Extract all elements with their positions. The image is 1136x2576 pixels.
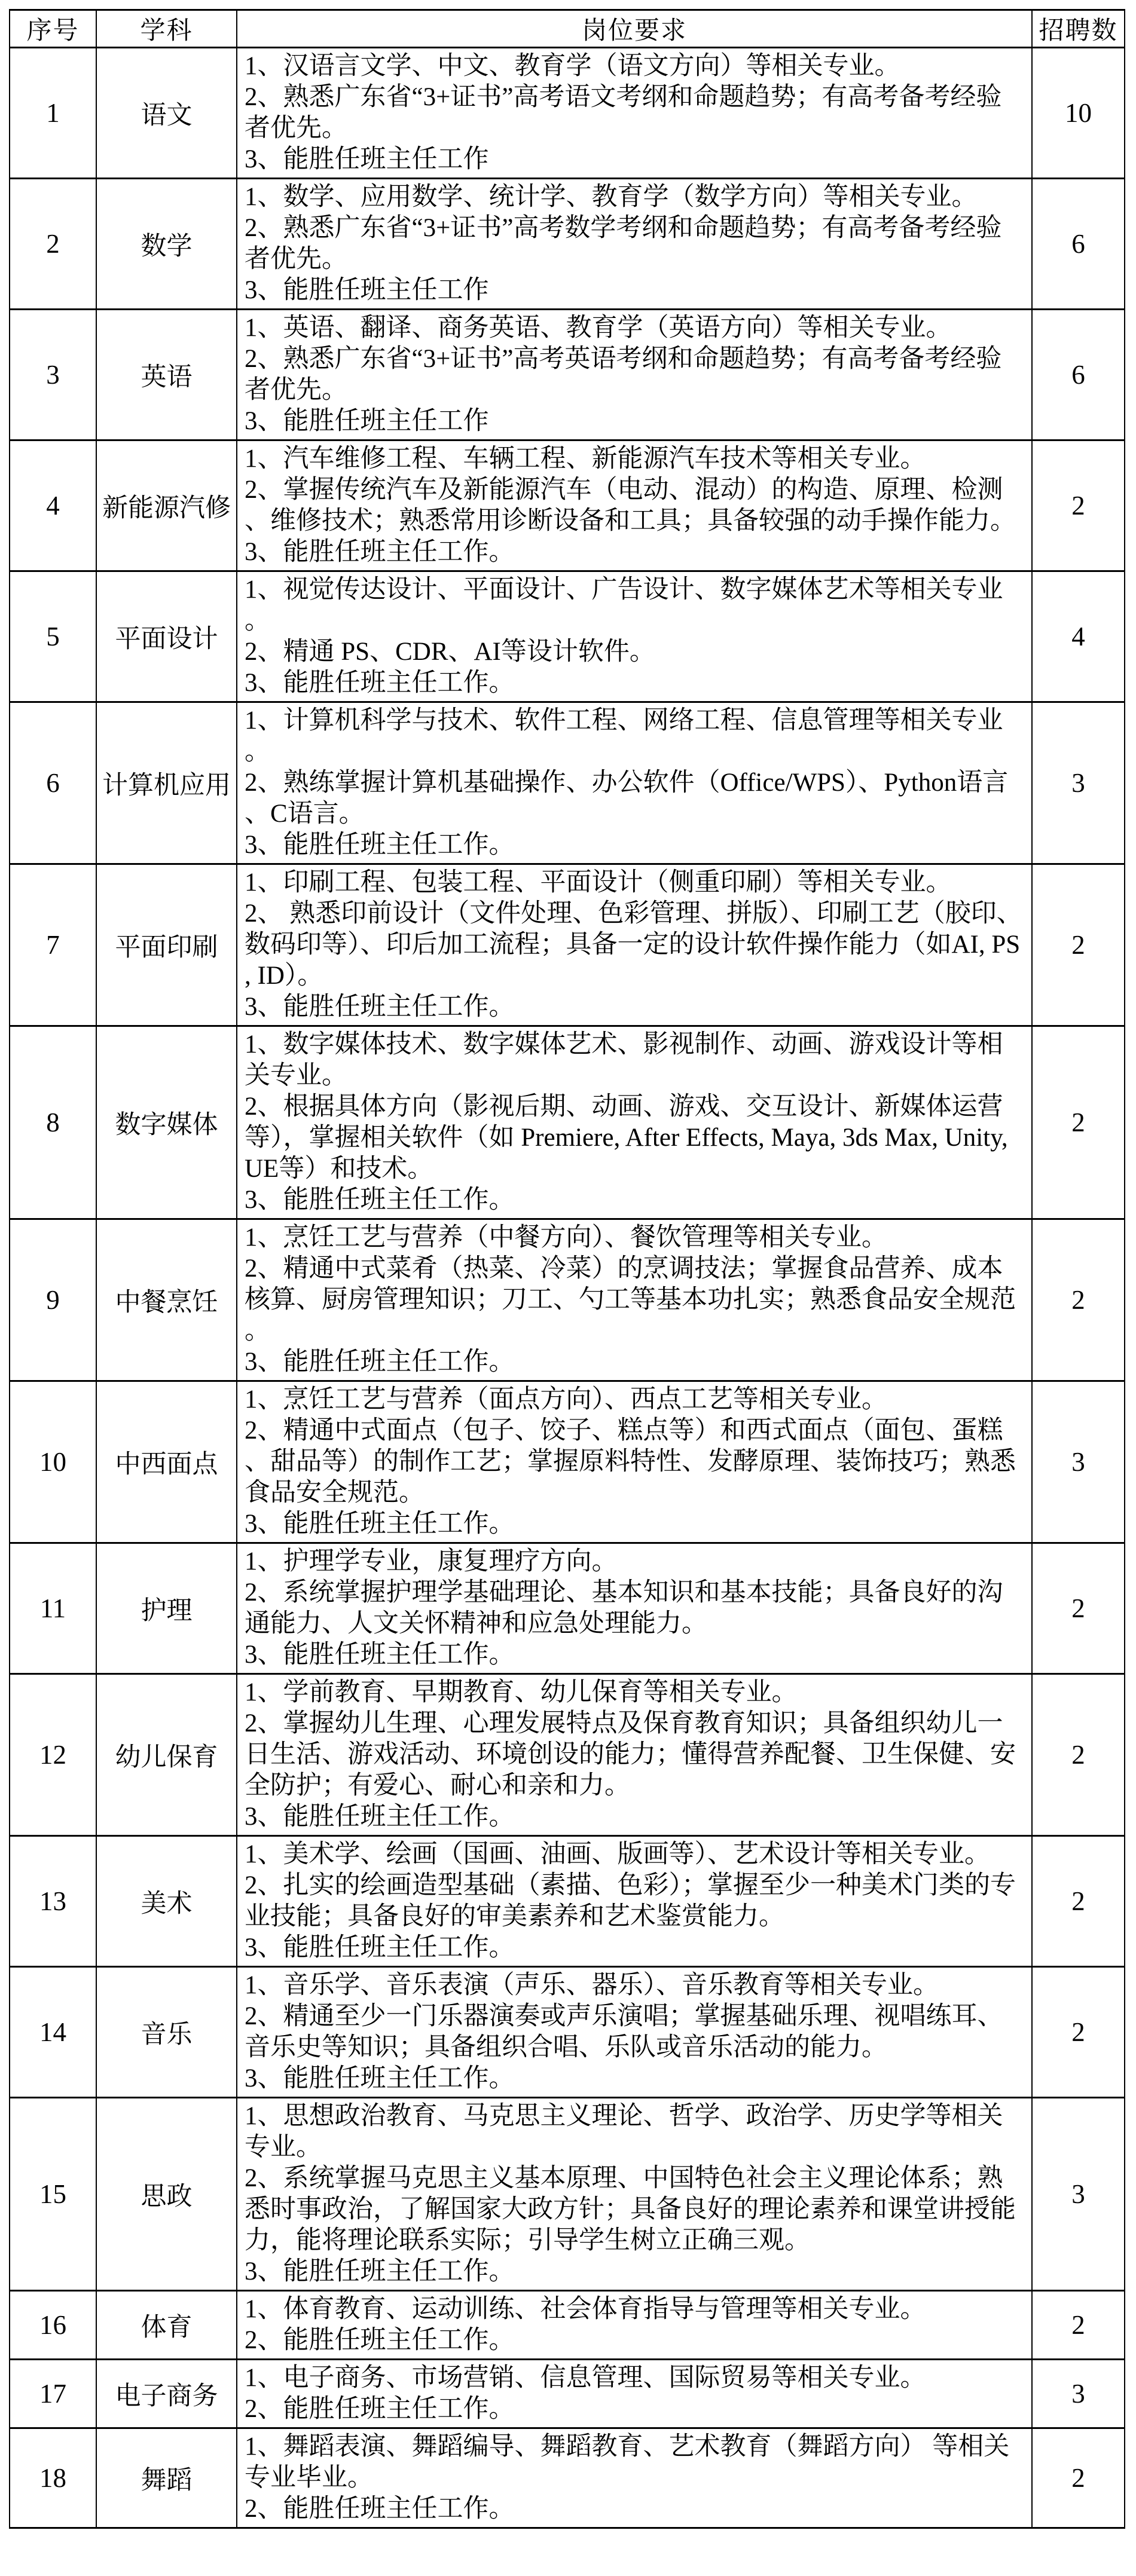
cell-index: 10 <box>10 1381 96 1543</box>
cell-index: 5 <box>10 571 96 702</box>
cell-subject: 数字媒体 <box>96 1026 237 1219</box>
header-row <box>10 10 1125 48</box>
cell-count: 10 <box>1032 48 1125 179</box>
requirement-item: 2、熟练掌握计算机基础操作、办公软件（Office/WPS）、Python语言、C语言。 <box>245 769 1009 828</box>
requirement-item: 2、熟悉广东省“3+证书”高考英语考纲和命题趋势；有高考备考经验者优先。 <box>245 345 1002 404</box>
cell-index: 14 <box>10 1967 96 2098</box>
requirement-item: 2、能胜任班主任工作。 <box>245 2326 515 2354</box>
table-row <box>10 1674 1125 1836</box>
cell-index: 12 <box>10 1674 96 1836</box>
cell-subject: 计算机应用 <box>96 702 237 864</box>
requirement-item: 1、汽车维修工程、车辆工程、新能源汽车技术等相关专业。 <box>245 445 926 473</box>
cell-subject: 音乐 <box>96 1967 237 2098</box>
cell-index: 7 <box>10 864 96 1026</box>
cell-count: 2 <box>1032 1219 1125 1381</box>
requirement-item: 2、精通至少一门乐器演奏或声乐演唱；掌握基础乐理、视唱练耳、音乐史等知识；具备组织合唱、乐队或音乐活动的能力。 <box>245 2002 1003 2061</box>
requirement-item: 1、烹饪工艺与营养（中餐方向）、餐饮管理等相关专业。 <box>245 1223 887 1252</box>
cell-requirements <box>237 1381 1032 1543</box>
cell-index: 11 <box>10 1543 96 1674</box>
requirement-item: 3、能胜任班主任工作。 <box>245 2064 515 2092</box>
cell-index: 16 <box>10 2291 96 2360</box>
cell-requirements <box>237 1967 1032 2098</box>
requirement-item: 3、能胜任班主任工作。 <box>245 1803 515 1831</box>
requirement-item: 3、能胜任班主任工作。 <box>245 1510 515 1538</box>
cell-requirements <box>237 2360 1032 2428</box>
requirement-item: 1、电子商务、市场营销、信息管理、国际贸易等相关专业。 <box>245 2364 926 2392</box>
requirement-item: 1、护理学专业，康复理疗方向。 <box>245 1547 618 1575</box>
cell-count: 2 <box>1032 1674 1125 1836</box>
requirement-item: 1、数字媒体技术、数字媒体艺术、影视制作、动画、游戏设计等相关专业。 <box>245 1030 1003 1090</box>
cell-requirements <box>237 1543 1032 1674</box>
cell-subject: 新能源汽修 <box>96 440 237 571</box>
requirement-item: 1、体育教育、运动训练、社会体育指导与管理等相关专业。 <box>245 2295 926 2323</box>
cell-index: 17 <box>10 2360 96 2428</box>
cell-count: 2 <box>1032 440 1125 571</box>
cell-count: 2 <box>1032 864 1125 1026</box>
cell-index: 3 <box>10 310 96 440</box>
requirement-item: 3、能胜任班主任工作 <box>245 145 489 173</box>
col-header-count: 招聘数 <box>1032 10 1125 48</box>
requirement-item: 2、熟悉广东省“3+证书”高考数学考纲和命题趋势；有高考备考经验者优先。 <box>245 214 1002 273</box>
requirement-item: 3、能胜任班主任工作。 <box>245 1186 515 1214</box>
table-row <box>10 179 1125 310</box>
cell-requirements <box>237 179 1032 310</box>
cell-count: 2 <box>1032 2291 1125 2360</box>
cell-subject: 舞蹈 <box>96 2428 237 2528</box>
cell-requirements <box>237 2098 1032 2291</box>
cell-count: 2 <box>1032 2428 1125 2528</box>
requirement-item: 1、视觉传达设计、平面设计、广告设计、数字媒体艺术等相关专业。 <box>245 576 1003 635</box>
requirement-item: 1、烹饪工艺与营养（面点方向）、西点工艺等相关专业。 <box>245 1385 887 1414</box>
cell-requirements <box>237 48 1032 179</box>
table-row <box>10 702 1125 864</box>
requirement-item: 3、能胜任班主任工作。 <box>245 1641 515 1669</box>
table-row <box>10 1219 1125 1381</box>
requirement-item: 1、计算机科学与技术、软件工程、网络工程、信息管理等相关专业。 <box>245 706 1003 766</box>
table-row <box>10 2291 1125 2360</box>
cell-requirements <box>237 2291 1032 2360</box>
table-row <box>10 2098 1125 2291</box>
requirement-item: 2、精通 PS、CDR、AI等设计软件。 <box>245 638 655 666</box>
cell-requirements <box>237 2428 1032 2528</box>
cell-index: 15 <box>10 2098 96 2291</box>
cell-index: 13 <box>10 1836 96 1967</box>
cell-subject: 思政 <box>96 2098 237 2291</box>
table-row <box>10 864 1125 1026</box>
cell-count: 2 <box>1032 1967 1125 2098</box>
cell-subject: 数学 <box>96 179 237 310</box>
cell-index: 1 <box>10 48 96 179</box>
requirement-item: 3、能胜任班主任工作。 <box>245 831 515 859</box>
table-row <box>10 1026 1125 1219</box>
cell-count: 2 <box>1032 1836 1125 1967</box>
requirement-item: 3、能胜任班主任工作 <box>245 407 489 435</box>
cell-count: 2 <box>1032 1026 1125 1219</box>
requirement-item: 2、能胜任班主任工作。 <box>245 2395 515 2423</box>
table-row <box>10 48 1125 179</box>
col-header-requirements: 岗位要求 <box>237 10 1032 48</box>
cell-count: 6 <box>1032 310 1125 440</box>
requirement-item: 1、英语、翻译、商务英语、教育学（英语方向）等相关专业。 <box>245 314 952 342</box>
cell-subject: 美术 <box>96 1836 237 1967</box>
cell-requirements <box>237 1674 1032 1836</box>
cell-subject: 电子商务 <box>96 2360 237 2428</box>
requirement-item: 3、能胜任班主任工作。 <box>245 669 515 697</box>
requirement-item: 2、能胜任班主任工作。 <box>245 2495 515 2523</box>
requirement-item: 2、掌握传统汽车及新能源汽车（电动、混动）的构造、原理、检测、维修技术；熟悉常用诊断设备和工具；具备较强的动手操作能力。 <box>245 476 1016 535</box>
cell-subject: 英语 <box>96 310 237 440</box>
cell-index: 18 <box>10 2428 96 2528</box>
cell-subject: 幼儿保育 <box>96 1674 237 1836</box>
requirement-item: 2、系统掌握护理学基础理论、基本知识和基本技能；具备良好的沟通能力、人文关怀精神和应急处理能力。 <box>245 1578 1003 1638</box>
cell-requirements <box>237 440 1032 571</box>
recruitment-table <box>9 9 1125 2529</box>
cell-requirements <box>237 310 1032 440</box>
cell-index: 4 <box>10 440 96 571</box>
cell-count: 6 <box>1032 179 1125 310</box>
table-row <box>10 571 1125 702</box>
requirement-item: 3、能胜任班主任工作。 <box>245 2257 515 2286</box>
cell-index: 2 <box>10 179 96 310</box>
table-row <box>10 440 1125 571</box>
requirement-item: 1、数学、应用数学、统计学、教育学（数学方向）等相关专业。 <box>245 183 978 211</box>
cell-requirements <box>237 702 1032 864</box>
cell-index: 8 <box>10 1026 96 1219</box>
cell-subject: 语文 <box>96 48 237 179</box>
table-row <box>10 1836 1125 1967</box>
cell-subject: 中西面点 <box>96 1381 237 1543</box>
requirement-item: 3、能胜任班主任工作。 <box>245 1348 515 1376</box>
table-row <box>10 1967 1125 2098</box>
cell-subject: 体育 <box>96 2291 237 2360</box>
cell-subject: 平面印刷 <box>96 864 237 1026</box>
col-header-index: 序号 <box>10 10 96 48</box>
requirement-item: 1、汉语言文学、中文、教育学（语文方向）等相关专业。 <box>245 52 900 80</box>
cell-subject: 护理 <box>96 1543 237 1674</box>
requirement-item: 3、能胜任班主任工作 <box>245 276 489 304</box>
table-row <box>10 2360 1125 2428</box>
cell-requirements <box>237 1836 1032 1967</box>
cell-count: 3 <box>1032 1381 1125 1543</box>
table-row <box>10 1381 1125 1543</box>
requirement-item: 2、扎实的绘画造型基础（素描、色彩）；掌握至少一种美术门类的专业技能；具备良好的审美素养和艺术鉴赏能力。 <box>245 1871 1016 1931</box>
requirement-item: 1、学前教育、早期教育、幼儿保育等相关专业。 <box>245 1678 798 1706</box>
table-row <box>10 310 1125 440</box>
cell-count: 3 <box>1032 2360 1125 2428</box>
cell-subject: 平面设计 <box>96 571 237 702</box>
cell-subject: 中餐烹饪 <box>96 1219 237 1381</box>
cell-requirements <box>237 864 1032 1026</box>
requirement-item: 2、精通中式菜肴（热菜、冷菜）的烹调技法；掌握食品营养、成本核算、厨房管理知识；刀工、勺工等基本功扎实；熟悉食品安全规范。 <box>245 1255 1016 1345</box>
cell-requirements <box>237 1026 1032 1219</box>
requirement-item: 2、系统掌握马克思主义基本原理、中国特色社会主义理论体系；熟悉时事政治，了解国家大政方针；具备良好的理论素养和课堂讲授能力，能将理论联系实际；引导学生树立正确三观。 <box>245 2164 1016 2254</box>
cell-requirements <box>237 571 1032 702</box>
col-header-subject: 学科 <box>96 10 237 48</box>
cell-count: 4 <box>1032 571 1125 702</box>
table-row <box>10 2428 1125 2528</box>
requirement-item: 1、舞蹈表演、舞蹈编导、舞蹈教育、艺术教育（舞蹈方向） 等相关专业毕业。 <box>245 2433 1010 2492</box>
requirement-item: 1、思想政治教育、马克思主义理论、哲学、政治学、历史学等相关专业。 <box>245 2102 1003 2161</box>
requirement-item: 3、能胜任班主任工作。 <box>245 993 515 1021</box>
requirement-item: 2、 熟悉印前设计（文件处理、色彩管理、拼版）、印刷工艺（胶印、数码印等）、印后加工流程；具备一定的设计软件操作能力（如AI, PS, ID）。 <box>245 900 1022 990</box>
table-row <box>10 1543 1125 1674</box>
requirement-item: 2、熟悉广东省“3+证书”高考语文考纲和命题趋势；有高考备考经验者优先。 <box>245 83 1002 142</box>
cell-index: 9 <box>10 1219 96 1381</box>
cell-count: 2 <box>1032 1543 1125 1674</box>
requirement-item: 3、能胜任班主任工作。 <box>245 1933 515 1962</box>
cell-count: 3 <box>1032 2098 1125 2291</box>
cell-requirements <box>237 1219 1032 1381</box>
requirement-item: 2、精通中式面点（包子、饺子、糕点等）和西式面点（面包、蛋糕、甜品等）的制作工艺；掌握原料特性、发酵原理、装饰技巧；熟悉食品安全规范。 <box>245 1417 1016 1507</box>
requirement-item: 2、掌握幼儿生理、心理发展特点及保育教育知识；具备组织幼儿一日生活、游戏活动、环境创设的能力；懂得营养配餐、卫生保健、安全防护；有爱心、耐心和亲和力。 <box>245 1709 1016 1800</box>
requirement-item: 1、音乐学、音乐表演（声乐、器乐）、音乐教育等相关专业。 <box>245 1971 939 1999</box>
requirement-item: 2、根据具体方向（影视后期、动画、游戏、交互设计、新媒体运营等），掌握相关软件（如 Premiere, After Effects, Maya, 3ds Max, Unity, UE等）和技术。 <box>245 1093 1008 1183</box>
requirement-item: 3、能胜任班主任工作。 <box>245 538 515 566</box>
cell-index: 6 <box>10 702 96 864</box>
recruitment-table-wrap <box>9 9 1124 2529</box>
table-body <box>10 48 1125 2528</box>
cell-count: 3 <box>1032 702 1125 864</box>
requirement-item: 1、印刷工程、包装工程、平面设计（侧重印刷）等相关专业。 <box>245 868 952 897</box>
requirement-item: 1、美术学、绘画（国画、油画、版画等）、艺术设计等相关专业。 <box>245 1840 990 1868</box>
